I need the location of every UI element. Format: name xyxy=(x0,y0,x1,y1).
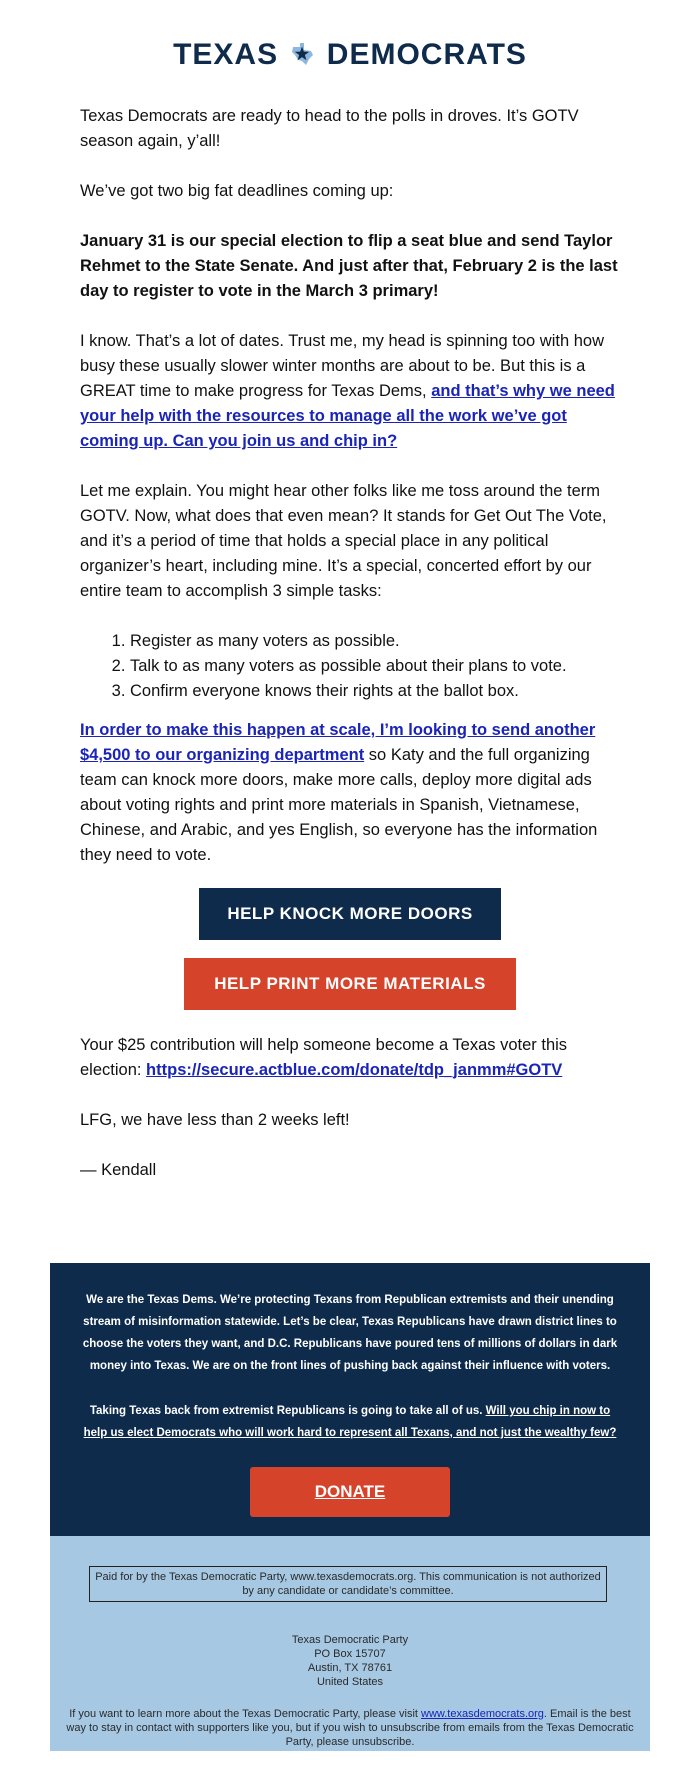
footer-takeback-text xyxy=(80,1400,620,1444)
donate-button[interactable]: DONATE xyxy=(250,1467,450,1517)
logo-word-democrats: DEMOCRATS xyxy=(326,38,527,71)
deadlines-paragraph: We’ve got two big fat deadlines coming up: xyxy=(80,182,394,200)
task-item-2: 2. Talk to as many voters as possible about their plans to vote. xyxy=(130,654,625,679)
message-content xyxy=(80,104,625,893)
chip-in-link[interactable]: and that’s why we need your help with the resources to manage all the work we’ve got coming up. Can you join us and chip in? xyxy=(80,382,615,450)
footer-legal-section xyxy=(50,1536,650,1751)
help-knock-doors-button[interactable]: HELP KNOCK MORE DOORS xyxy=(199,888,501,940)
footer-chip-in-link[interactable]: Will you chip in now to help us elect Democrats who will work hard to represent all Texans, and not just the wealthy few? xyxy=(83,1405,617,1439)
unsub-text-2: . Email is the best way to stay in contact with supporters like you, but if you wish to unsubscribe from emails from the Texas Democratic Party, please unsubscribe. xyxy=(66,1708,634,1748)
actblue-link[interactable]: https://secure.actblue.com/donate/tdp_janmm#GOTV xyxy=(146,1061,563,1079)
organizing-paragraph xyxy=(80,718,625,868)
website-link[interactable]: www.texasdemocrats.org xyxy=(421,1708,544,1720)
contribution-paragraph xyxy=(80,1033,625,1083)
dates-paragraph xyxy=(80,329,625,454)
tasks-list xyxy=(80,629,625,704)
address-line-3: Austin, TX 78761 xyxy=(307,1662,393,1674)
address-line-4: United States xyxy=(316,1676,384,1688)
address-line-2: PO Box 15707 xyxy=(314,1648,386,1660)
texas-democrats-logo[interactable] xyxy=(0,38,700,72)
unsub-text-1: If you want to learn more about the Texas Democratic Party, please visit xyxy=(69,1708,422,1720)
contribution-text: Your $25 contribution will help someone become a Texas voter this election: xyxy=(80,1036,568,1079)
dates-text: I know. That’s a lot of dates. Trust me, my head is spinning too with how busy these usually slower winter months are about to be. But this is a GREAT time to make progress for Texas Dems, xyxy=(80,332,604,400)
help-print-materials-button[interactable]: HELP PRINT MORE MATERIALS xyxy=(184,958,516,1010)
footer-about-text: We are the Texas Dems. We’re protecting Texans from Republican extremists and their unending stream of misinformation statewide. Let’s be clear, Texas Republicans have drawn district lines to choose the voters they want, and D.C. Republicans have poured tens of millions of dollars in dark money into Texas. We are on the front lines of pushing back against their influence with voters. xyxy=(82,1294,618,1372)
takeback-text: Taking Texas back from extremist Republicans is going to take all of us. xyxy=(89,1405,486,1417)
task-item-1: 1. Register as many voters as possible. xyxy=(130,629,625,654)
gotv-explain-paragraph: Let me explain. You might hear other folks like me toss around the term GOTV. Now, what does that even mean? It stands for Get Out The Vote, and it’s a period of time that holds a special place in any political organizer’s heart, including mine. It’s a special, concerted effort by our entire team to accomplish 3 simple tasks: xyxy=(80,482,607,600)
mailing-address xyxy=(50,1633,650,1689)
deadlines-detail-paragraph: January 31 is our special election to flip a seat blue and send Taylor Rehmet to the State Senate. And just after that, February 2 is the last day to register to vote in the March 3 primary! xyxy=(80,232,618,300)
organizing-text: so Katy and the full organizing team can knock more doors, make more calls, deploy more digital ads about voting rights and print more materials in Spanish, Vietnamese, Chinese, and Arabic, and yes English, so everyone has the information they need to vote. xyxy=(80,746,598,864)
signoff: — Kendall xyxy=(80,1161,157,1179)
texas-star-icon xyxy=(289,41,315,67)
unsubscribe-notice xyxy=(62,1707,638,1749)
knock-doors-cta xyxy=(0,888,700,940)
print-materials-cta xyxy=(0,958,700,1010)
organizing-donate-link[interactable]: In order to make this happen at scale, I’m looking to send another $4,500 to our organizing department xyxy=(80,721,596,764)
footer-about-section xyxy=(50,1263,650,1536)
closing-content xyxy=(80,1033,625,1208)
task-item-3: 3. Confirm everyone knows their rights at the ballot box. xyxy=(130,679,625,704)
paid-for-disclaimer: Paid for by the Texas Democratic Party, www.texasdemocrats.org. This communication is not authorized by any candidate or candidate’s committee. xyxy=(89,1566,607,1602)
address-line-1: Texas Democratic Party xyxy=(291,1634,409,1646)
intro-paragraph: Texas Democrats are ready to head to the polls in droves. It’s GOTV season again, y’all! xyxy=(80,107,579,150)
logo-word-texas: TEXAS xyxy=(173,38,279,71)
lfg-paragraph: LFG, we have less than 2 weeks left! xyxy=(80,1111,350,1129)
